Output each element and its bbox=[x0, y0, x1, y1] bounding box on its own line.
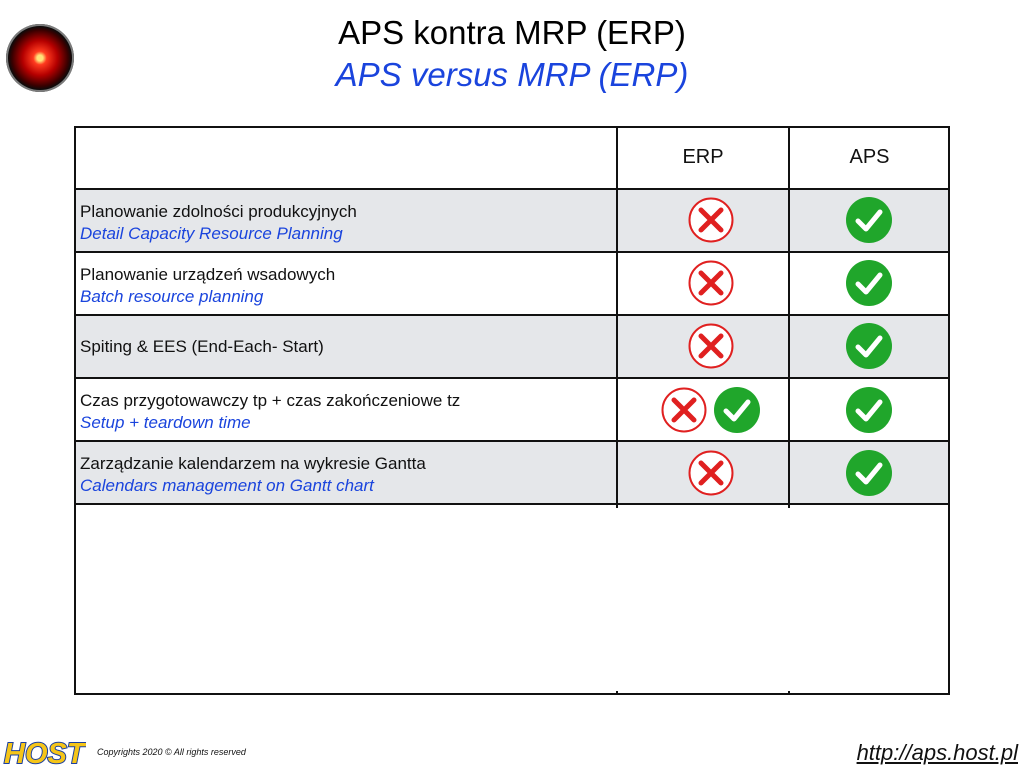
row-label-pl: Spiting & EES (End-Each- Start) bbox=[80, 337, 324, 356]
table-border-bottom bbox=[74, 693, 950, 695]
cross-icon bbox=[661, 387, 707, 433]
row-label bbox=[80, 201, 357, 245]
comparison-table bbox=[74, 126, 950, 695]
table-divider bbox=[74, 377, 950, 379]
header-erp: ERP bbox=[682, 146, 724, 168]
table-divider bbox=[74, 440, 950, 442]
slide-subtitle: APS versus MRP (ERP) bbox=[335, 56, 689, 93]
row-label-pl: Czas przygotowawczy tp + czas zakończeniowe tz bbox=[80, 391, 461, 410]
host-logo bbox=[2, 736, 86, 768]
table-divider bbox=[74, 314, 950, 316]
row-label-en: Calendars management on Gantt chart bbox=[80, 476, 374, 495]
footer-url-link[interactable]: http://aps.host.pl bbox=[856, 740, 1018, 765]
copyright-text: Copyrights 2020 © All rights reserved bbox=[97, 747, 246, 757]
host-logo-text: HOST bbox=[4, 738, 85, 768]
slide-title: APS kontra MRP (ERP) bbox=[338, 14, 686, 51]
table-row bbox=[74, 441, 950, 504]
check-icon bbox=[846, 450, 892, 496]
table-border-right bbox=[948, 126, 950, 695]
check-icon bbox=[846, 387, 892, 433]
row-label-pl: Planowanie zdolności produkcyjnych bbox=[80, 202, 357, 221]
row-label-en: Detail Capacity Resource Planning bbox=[80, 224, 343, 243]
table-row bbox=[74, 189, 950, 252]
row-label bbox=[80, 336, 324, 358]
cross-icon bbox=[688, 450, 734, 496]
table-row bbox=[74, 315, 950, 378]
check-icon bbox=[846, 197, 892, 243]
table-header-row bbox=[74, 126, 950, 189]
table-divider bbox=[74, 251, 950, 253]
row-label-en: Batch resource planning bbox=[80, 287, 264, 306]
cross-icon bbox=[688, 197, 734, 243]
row-label-pl: Zarządzanie kalendarzem na wykresie Gantta bbox=[80, 454, 426, 473]
blank-area bbox=[76, 508, 948, 691]
table-divider bbox=[74, 503, 950, 505]
cross-icon bbox=[688, 323, 734, 369]
table-border-top bbox=[74, 126, 950, 128]
table-row bbox=[74, 252, 950, 315]
check-icon bbox=[846, 260, 892, 306]
check-icon bbox=[714, 387, 760, 433]
cross-icon bbox=[688, 260, 734, 306]
row-label-pl: Planowanie urządzeń wsadowych bbox=[80, 265, 336, 284]
row-label bbox=[80, 453, 426, 497]
table-divider bbox=[74, 188, 950, 190]
check-icon bbox=[846, 323, 892, 369]
row-label bbox=[80, 264, 335, 308]
row-label bbox=[80, 390, 460, 434]
header-aps: APS bbox=[849, 146, 890, 168]
table-row bbox=[74, 378, 950, 441]
row-label-en: Setup + teardown time bbox=[80, 413, 251, 432]
